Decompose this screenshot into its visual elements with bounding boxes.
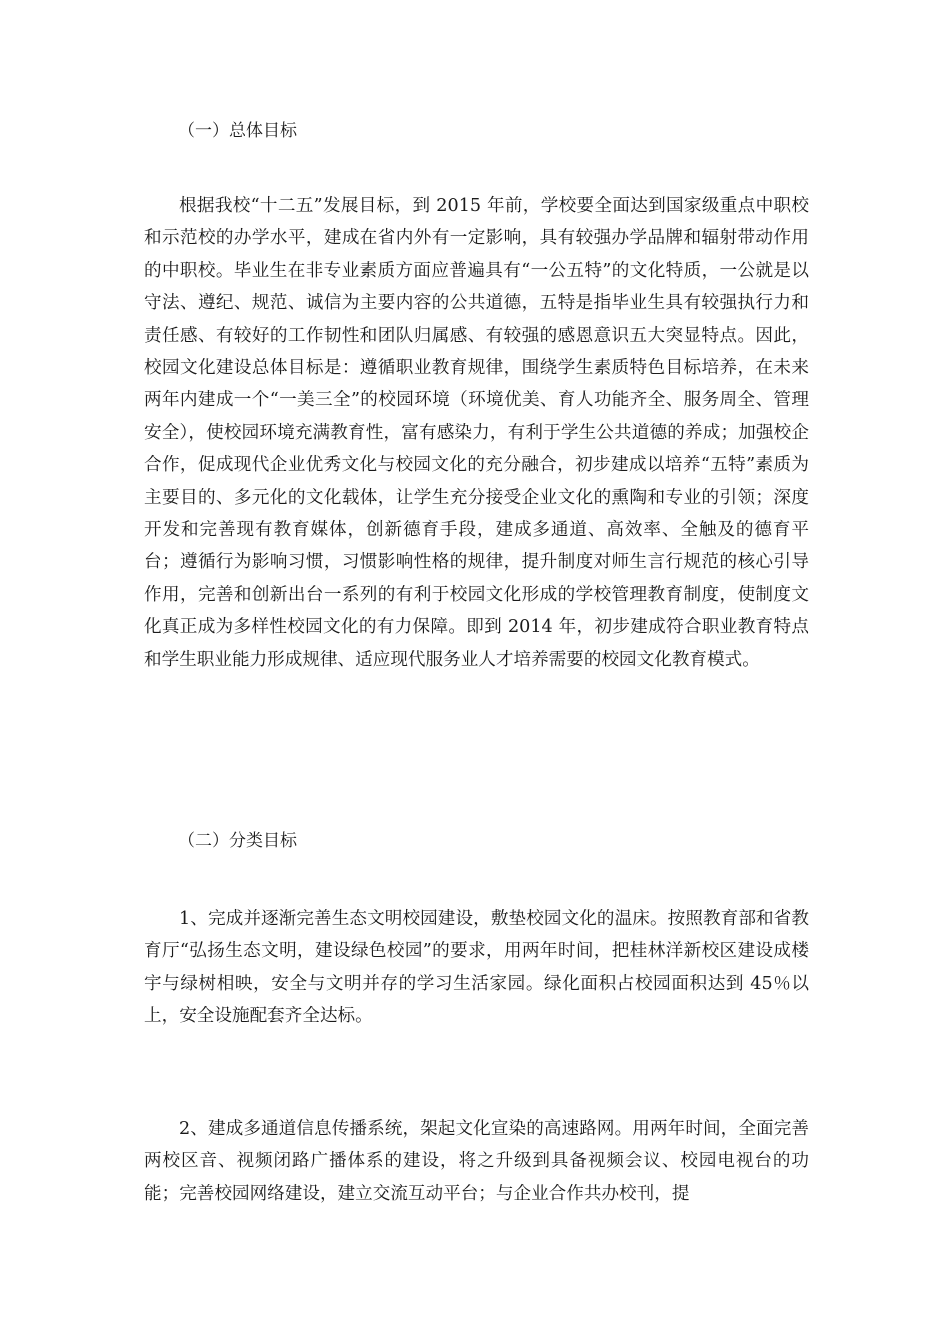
paragraph-item-1: 1、完成并逐渐完善生态文明校园建设，敷垫校园文化的温床。按照教育部和省教育厅“弘扬生态文明，建设绿色校园”的要求，用两年时间，把桂林洋新校区建设成楼宇与绿树相映，安全与文明并存的学习生活家园。绿化面积占校园面积达到 45％以上，安全设施配套齐全达标。 — [144, 909, 809, 1027]
section-heading-category-goals: （二）分类目标 — [178, 831, 297, 851]
section-heading-overall-goal: （一）总体目标 — [178, 121, 297, 141]
paragraph-overall-goal: 根据我校“十二五”发展目标，到 2015 年前，学校要全面达到国家级重点中职校和示范校的办学水平，建成在省内外有一定影响，具有较强办学品牌和辐射带动作用的中职校。毕业生在非专业素质方面应普遍具有“一公五特”的文化特质，一公就是以守法、遵纪、规范、诚信为主要内容的公共道德，五特是指毕业生具有较强执行力和责任感、有较好的工作韧性和团队归属感、有较强的感恩意识五大突显特点。因此，校园文化建设总体目标是：遵循职业教育规律，围绕学生素质特色目标培养，在未来两年内建成一个“一美三全”的校园环境（环境优美、育人功能齐全、服务周全、管理安全），使校园环境充满教育性，富有感染力，有利于学生公共道德的养成；加强校企合作，促成现代企业优秀文化与校园文化的充分融合，初步建成以培养“五特”素质为主要目的、多元化的文化载体，让学生充分接受企业文化的熏陶和专业的引领；深度开发和完善现有教育媒体，创新德育手段，建成多通道、高效率、全触及的德育平台；遵循行为影响习惯，习惯影响性格的规律，提升制度对师生言行规范的核心引导作用，完善和创新出台一系列的有利于校园文化形成的学校管理教育制度，使制度文化真正成为多样性校园文化的有力保障。即到 2014 年，初步建成符合职业教育特点和学生职业能力形成规律、适应现代服务业人才培养需要的校园文化教育模式。 — [144, 196, 809, 670]
paragraph-item-2: 2、建成多通道信息传播系统，架起文化宣染的高速路网。用两年时间，全面完善两校区音、视频闭路广播体系的建设，将之升级到具备视频会议、校园电视台的功能；完善校园网络建设，建立交流互动平台；与企业合作共办校刊，提 — [144, 1119, 809, 1204]
